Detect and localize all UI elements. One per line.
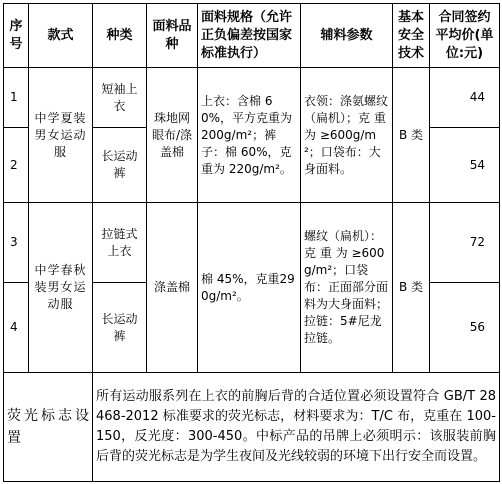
- table-row: [4, 203, 500, 283]
- table-row: [4, 68, 500, 128]
- header-seq: 序号: [4, 4, 29, 68]
- fluorescent-text: 所有运动服系列在上衣的前胸后背的合适位置必须设置符合 GB/T 28468-2012 标准要求的荧光标志，材料要求为：T/C 布，克重在 100-150，反光度：300-450。中标产品的吊牌上必须明示：该服装前胸后背的荧光标志是为学生夜间及光线较弱的环境下出行安全而设置。: [93, 373, 500, 482]
- header-spec: 面料规格（允许正负偏差按国家标准执行）: [198, 4, 301, 68]
- row-price: 72: [430, 203, 500, 283]
- row-kind: 长运动裤: [93, 128, 147, 203]
- group-style: 中学春秋装男女运动服: [29, 203, 93, 373]
- group-style: 中学夏装男女运动服: [29, 68, 93, 203]
- group-fabric: 珠地网眼布/涤盖棉: [147, 68, 198, 203]
- fluorescent-row: [4, 373, 500, 482]
- group-spec: 上衣：含棉 60%，平方克重为200g/m²；裤子：棉 60%，克重为 220g/m²。: [198, 68, 301, 203]
- header-fabric: 面料品种: [147, 4, 198, 68]
- group-fabric: 涤盖棉: [147, 203, 198, 373]
- header-kind: 种类: [93, 4, 147, 68]
- contract-table: [3, 3, 500, 482]
- row-kind: 拉链式上衣: [93, 203, 147, 283]
- group-accessory: 衣领：涤氨螺纹（扁机）；克 重 为 ≥600g/m²；口袋布：大身面料。: [301, 68, 393, 203]
- row-price: 56: [430, 283, 500, 373]
- group-safety: B 类: [393, 203, 430, 373]
- header-style: 款式: [29, 4, 93, 68]
- row-kind: 短袖上衣: [93, 68, 147, 128]
- row-seq: 2: [4, 128, 29, 203]
- row-price: 54: [430, 128, 500, 203]
- header-safety: 基本安全技术: [393, 4, 430, 68]
- header-row: [4, 4, 500, 68]
- row-kind: 长运动裤: [93, 283, 147, 373]
- row-seq: 3: [4, 203, 29, 283]
- header-price: 合同签约平均价(单位:元): [430, 4, 500, 68]
- group-spec: 棉 45%，克重290g/m²。: [198, 203, 301, 373]
- group-safety: B 类: [393, 68, 430, 203]
- fluorescent-label: 荧光标志设置: [4, 373, 93, 482]
- row-seq: 4: [4, 283, 29, 373]
- group-accessory: 螺纹（扁机）：克 重 为 ≥600g/m²；口袋布：正面部分面料为大身面料；拉链：5#尼龙拉链。: [301, 203, 393, 373]
- row-seq: 1: [4, 68, 29, 128]
- header-accessory: 辅料参数: [301, 4, 393, 68]
- row-price: 44: [430, 68, 500, 128]
